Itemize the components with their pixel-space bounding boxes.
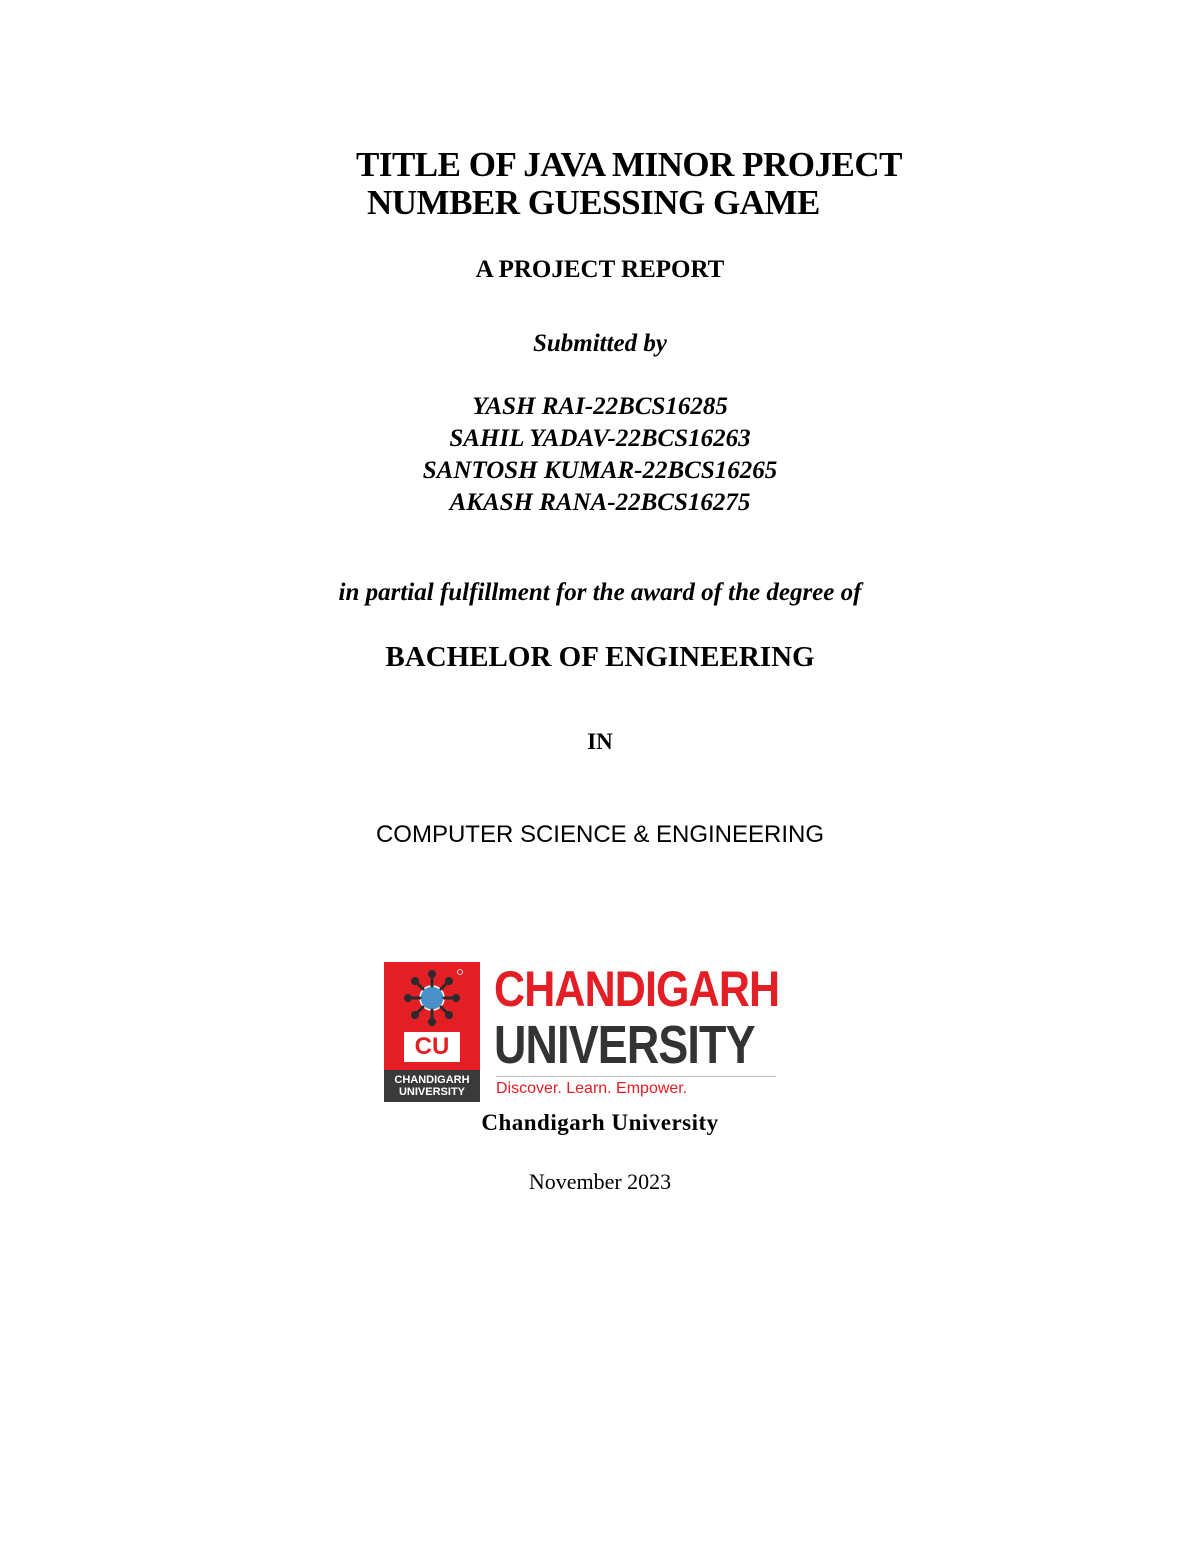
emblem-caption xyxy=(384,1070,480,1102)
author-1: YASH RAI-22BCS16285 xyxy=(472,393,728,420)
report-label: A PROJECT REPORT xyxy=(475,256,725,283)
logo-divider xyxy=(496,1076,776,1077)
university-caption: Chandigarh University xyxy=(481,1110,719,1135)
report-date: November 2023 xyxy=(528,1169,672,1194)
people-circle-icon xyxy=(398,968,466,1032)
author-2: SAHIL YADAV-22BCS16263 xyxy=(449,425,751,452)
degree-name: BACHELOR OF ENGINEERING xyxy=(385,641,815,673)
project-title-line-1: TITLE OF JAVA MINOR PROJECT xyxy=(356,145,902,184)
submitted-by: Submitted by xyxy=(532,330,668,357)
logo-tagline: Discover. Learn. Empower. xyxy=(496,1080,688,1097)
branch-name: COMPUTER SCIENCE & ENGINEERING xyxy=(375,821,825,848)
emblem-caption-line-2: UNIVERSITY xyxy=(398,1086,465,1098)
wordmark-chandigarh: CHANDIGARH xyxy=(494,961,780,1017)
emblem-cu-text: CU xyxy=(404,1032,460,1062)
fulfillment-text: in partial fulfillment for the award of the degree of xyxy=(338,579,862,606)
author-4: AKASH RANA-22BCS16275 xyxy=(449,489,751,516)
emblem-caption-line-1: CHANDIGARH xyxy=(394,1074,470,1086)
project-title-line-2: NUMBER GUESSING GAME xyxy=(367,183,820,222)
university-logo xyxy=(384,962,816,1102)
logo-emblem xyxy=(384,962,480,1102)
wordmark-university: UNIVERSITY xyxy=(494,1015,755,1075)
author-3: SANTOSH KUMAR-22BCS16265 xyxy=(422,457,778,484)
in-label: IN xyxy=(587,729,613,754)
